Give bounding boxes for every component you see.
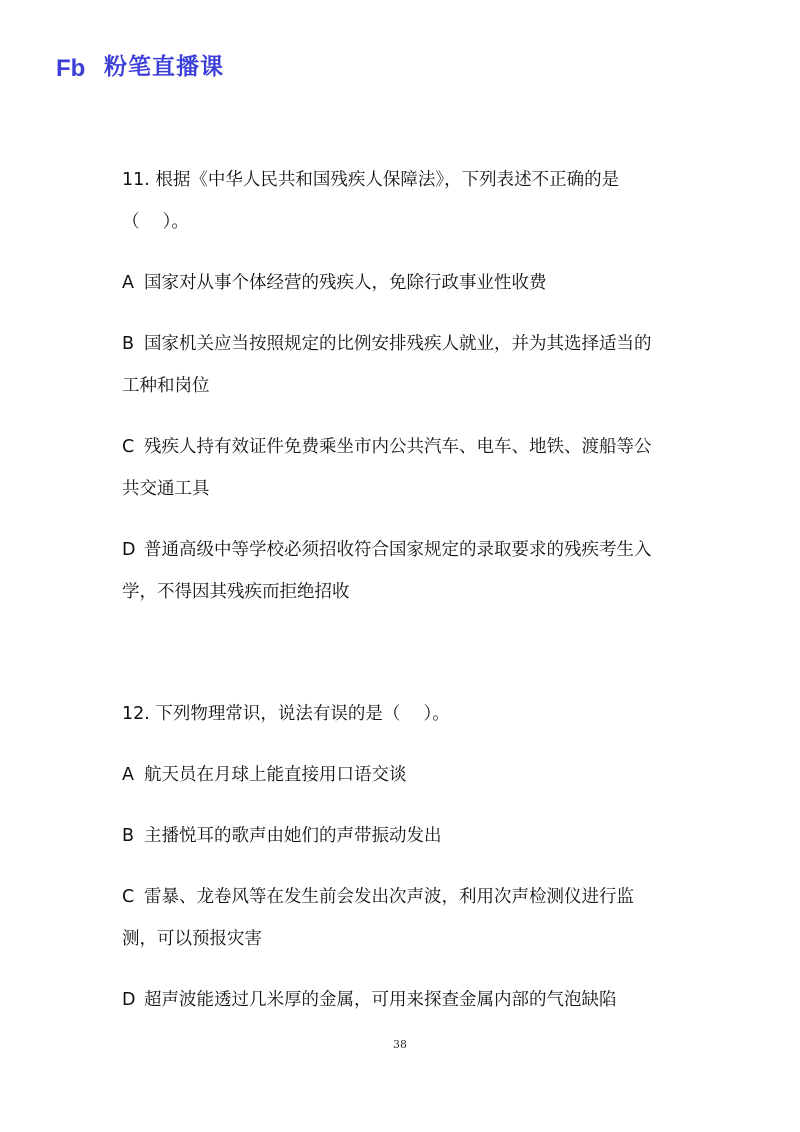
option-letter: D [122, 990, 136, 1010]
option-text: 残疾人持有效证件免费乘坐市内公共汽车、电车、地铁、渡船等公 [144, 437, 652, 457]
question-12-option-d [122, 988, 617, 1012]
logo-mark-text: Fb [56, 55, 86, 79]
brand-name: 粉笔直播课 [104, 54, 224, 80]
option-letter: C [122, 437, 135, 457]
option-text: 超声波能透过几米厚的金属，可用来探查金属内部的气泡缺陷 [144, 990, 617, 1010]
option-text: 雷暴、龙卷风等在发生前会发出次声波，利用次声检测仪进行监 [144, 887, 634, 907]
question-11-option-b-cont: 工种和岗位 [122, 376, 210, 396]
option-letter: D [122, 540, 136, 560]
question-12-stem: 12. 下列物理常识，说法有误的是（ ）。 [122, 704, 450, 724]
question-11-stem-line-2: （ ）。 [122, 212, 189, 232]
question-11-option-b [122, 332, 652, 356]
option-letter: B [122, 826, 135, 846]
page-number: 38 [393, 1038, 407, 1051]
question-11-option-c [122, 435, 652, 459]
question-12-option-a [122, 763, 407, 787]
option-text: 国家对从事个体经营的残疾人，免除行政事业性收费 [144, 273, 547, 293]
option-letter: A [122, 273, 134, 293]
question-12-option-c [122, 885, 634, 909]
question-11-option-c-cont: 共交通工具 [122, 479, 210, 499]
question-11-option-d [122, 538, 652, 562]
option-text: 普通高级中等学校必须招收符合国家规定的录取要求的残疾考生入 [144, 540, 652, 560]
option-letter: C [122, 887, 135, 907]
option-text: 国家机关应当按照规定的比例安排残疾人就业，并为其选择适当的 [144, 334, 652, 354]
question-12-option-c-cont: 测，可以预报灾害 [122, 929, 262, 949]
question-11-option-d-cont: 学，不得因其残疾而拒绝招收 [122, 582, 350, 602]
fenbi-logo-icon [56, 55, 98, 79]
question-12-option-b [122, 824, 442, 848]
question-11-option-a [122, 271, 547, 295]
option-letter: A [122, 765, 134, 785]
option-text: 航天员在月球上能直接用口语交谈 [144, 765, 407, 785]
brand-logo [56, 50, 224, 84]
option-letter: B [122, 334, 135, 354]
option-text: 主播悦耳的歌声由她们的声带振动发出 [144, 826, 442, 846]
question-11-stem-line-1: 11. 根据《中华人民共和国残疾人保障法》，下列表述不正确的是 [122, 170, 620, 190]
